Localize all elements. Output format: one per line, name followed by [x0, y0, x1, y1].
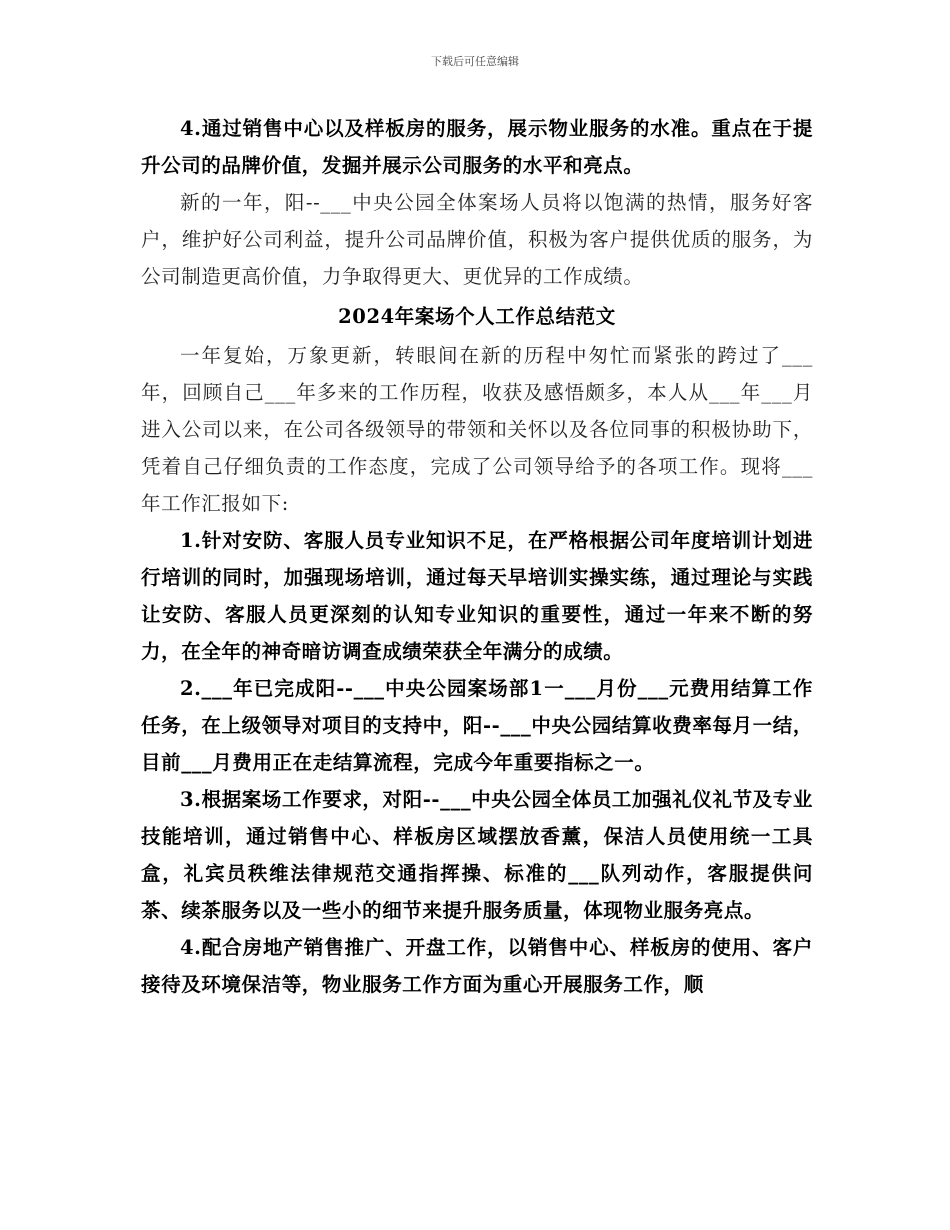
paragraph-opening: 一年复始，万象更新，转眼间在新的历程中匆忙而紧张的跨过了___年，回顾自己___年多来的工作历程，收获及感悟颇多，本人从___年___月进入公司以来，在公司各级领导的带领和关怀以及各位同事的积极协助下，凭着自己仔细负责的工作态度，完成了公司领导给予的各项工作。现将___年工作汇报如下: — [141, 344, 813, 515]
paragraph-item-4: 4.配合房地产销售推广、开盘工作，以销售中心、样板房的使用、客户接待及环境保洁等，物业服务工作方面为重心开展服务工作，顺 — [141, 936, 813, 996]
paragraph-item-2: 2.___年已完成阳--___中央公园案场部1一___月份___元费用结算工作任务，在上级领导对项目的支持中，阳--___中央公园结算收费率每月一结，目前___月费用正在走结算流程，完成今年重要指标之一。 — [141, 677, 813, 774]
paragraph-item-4-intro: 4.通过销售中心以及样板房的服务，展示物业服务的水准。重点在于提升公司的品牌价值，发掘并展示公司服务的水平和亮点。 — [141, 117, 813, 177]
page-header: 下载后可任意编辑 — [431, 55, 519, 68]
paragraph-item-3: 3.根据案场工作要求，对阳--___中央公园全体员工加强礼仪礼节及专业技能培训，通过销售中心、样板房区域摆放香薰，保洁人员使用统一工具盒，礼宾员秩维法律规范交通指挥操、标准的___队列动作，客服提供问茶、续茶服务以及一些小的细节来提升服务质量，体现物业服务亮点。 — [141, 788, 813, 922]
section-title: 2024年案场个人工作总结范文 — [338, 305, 616, 328]
paragraph-item-1: 1.针对安防、客服人员专业知识不足，在严格根据公司年度培训计划进行培训的同时，加强现场培训，通过每天早培训实操实练，通过理论与实践让安防、客服人员更深刻的认知专业知识的重要性，通过一年来不断的努力，在全年的神奇暗访调查成绩荣获全年满分的成绩。 — [141, 529, 813, 663]
document-body — [141, 110, 813, 1003]
paragraph-new-year: 新的一年，阳--___中央公园全体案场人员将以饱满的热情，服务好客户，维护好公司利益，提升公司品牌价值，积极为客户提供优质的服务，为公司制造更高价值，力争取得更大、更优异的工作成绩。 — [141, 191, 813, 288]
